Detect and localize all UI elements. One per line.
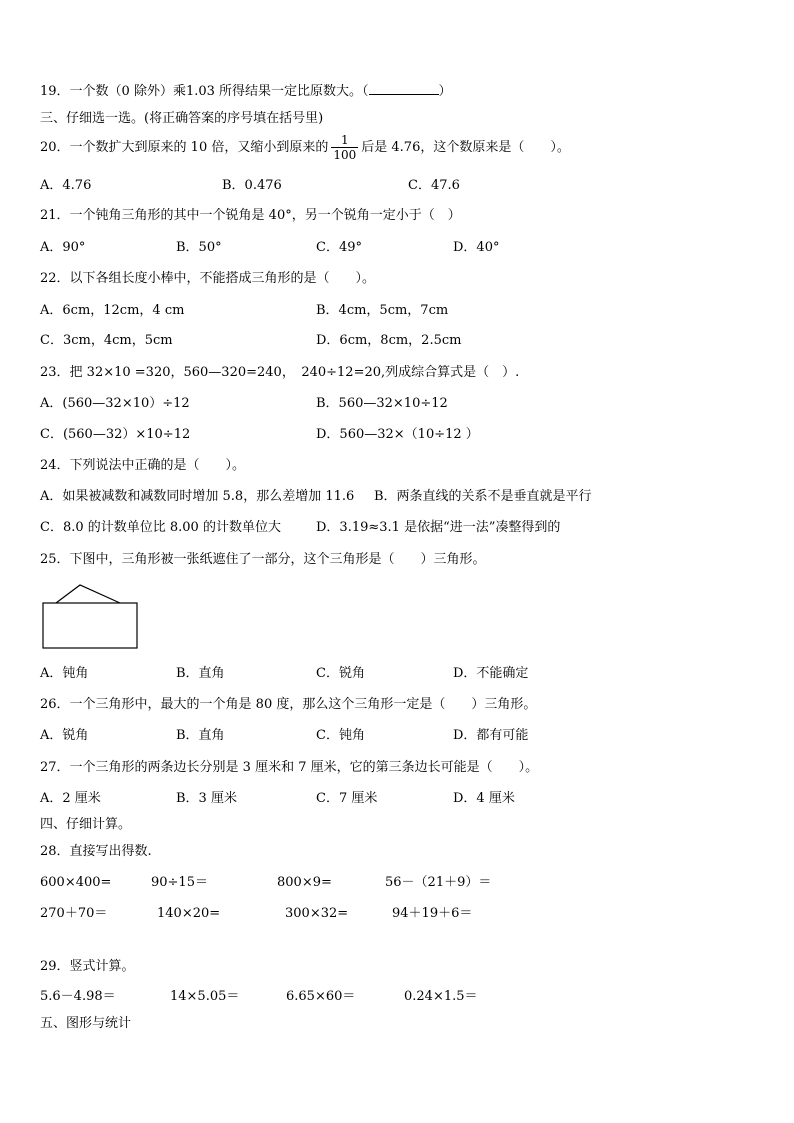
- calc-item: 600×400=: [40, 875, 112, 890]
- option-a[interactable]: A．4.76: [40, 178, 92, 193]
- option-d[interactable]: D．40°: [453, 240, 500, 255]
- option-a[interactable]: A．钝角: [40, 666, 89, 681]
- calc-item: 6.65×60＝: [286, 989, 356, 1004]
- option-d[interactable]: D．都有可能: [453, 728, 529, 743]
- question-26: 26．一个三角形中，最大的一个角是 80 度，那么这个三角形一定是（ ）三角形。: [40, 697, 537, 712]
- question-24: 24．下列说法中正确的是（ ）。: [40, 458, 246, 473]
- option-b[interactable]: B．560—32×10÷12: [316, 396, 448, 411]
- option-b[interactable]: B．直角: [176, 728, 225, 743]
- calc-item: 94＋19＋6＝: [392, 906, 473, 921]
- option-c[interactable]: C．8.0 的计数单位比 8.00 的计数单位大: [40, 520, 281, 535]
- fraction: $\frac{1}{100}$: [333, 133, 357, 162]
- question-28: 28．直接写出得数.: [40, 844, 152, 859]
- section-heading-4: 四、仔细计算。: [40, 817, 132, 832]
- calc-item: 0.24×1.5＝: [404, 989, 478, 1004]
- calc-item: 270＋70＝: [40, 906, 108, 921]
- option-c[interactable]: C．3cm，4cm，5cm: [40, 333, 173, 348]
- question-25: 25．下图中，三角形被一张纸遮住了一部分，这个三角形是（ ）三角形。: [40, 552, 486, 567]
- option-d[interactable]: D．3.19≈3.1 是依据“进一法”凑整得到的: [316, 520, 561, 535]
- option-b[interactable]: B．50°: [176, 240, 222, 255]
- question-20: 20．一个数扩大到原来的 10 倍，又缩小到原来的 $\frac{1}{100}$ 后是 4.76，这个数原来是（ ）。: [40, 133, 570, 162]
- question-29: 29．竖式计算。: [40, 959, 135, 974]
- option-a[interactable]: A．(560—32×10）÷12: [40, 396, 190, 411]
- option-b[interactable]: B．0.476: [222, 178, 282, 193]
- option-a[interactable]: A．锐角: [40, 728, 89, 743]
- option-d[interactable]: D．不能确定: [453, 666, 529, 681]
- triangle-visible-edges: [56, 585, 120, 603]
- option-d[interactable]: D．6cm，8cm，2.5cm: [316, 333, 462, 348]
- covered-triangle-figure: [40, 582, 142, 650]
- option-a[interactable]: A．6cm，12cm，4 cm: [40, 303, 185, 318]
- calc-item: 140×20=: [157, 906, 221, 921]
- section-heading-5: 五、图形与统计: [40, 1016, 132, 1031]
- calc-item: 56－（21＋9）＝: [385, 875, 492, 890]
- option-d[interactable]: D．560—32×（10÷12 ）: [316, 427, 479, 442]
- calc-item: 800×9=: [277, 875, 332, 890]
- question-21: 21．一个钝角三角形的其中一个锐角是 40°，另一个锐角一定小于（ ）: [40, 208, 461, 223]
- option-c[interactable]: C．钝角: [316, 728, 365, 743]
- option-b[interactable]: B．两条直线的关系不是垂直就是平行: [374, 489, 592, 504]
- covering-paper: [43, 603, 137, 648]
- option-c[interactable]: C．(560—32）×10÷12: [40, 427, 191, 442]
- question-27: 27．一个三角形的两条边长分别是 3 厘米和 7 厘米，它的第三条边长可能是（ ）。: [40, 760, 539, 775]
- question-19: 19．一个数（0 除外）乘1.03 所得结果一定比原数大。（ ）: [40, 84, 452, 99]
- option-c[interactable]: C．49°: [316, 240, 362, 255]
- option-b[interactable]: B．4cm，5cm，7cm: [316, 303, 449, 318]
- answer-blank[interactable]: [369, 83, 439, 95]
- option-a[interactable]: A．如果被减数和减数同时增加 5.8，那么差增加 11.6: [40, 489, 355, 504]
- calc-item: 90÷15＝: [151, 875, 208, 890]
- option-c[interactable]: C．锐角: [316, 666, 365, 681]
- calc-item: 300×32=: [285, 906, 349, 921]
- question-22: 22．以下各组长度小棒中，不能搭成三角形的是（ ）。: [40, 271, 376, 286]
- calc-item: 14×5.05＝: [170, 989, 240, 1004]
- option-c[interactable]: C．47.6: [408, 178, 460, 193]
- option-b[interactable]: B．3 厘米: [176, 791, 237, 806]
- option-a[interactable]: A．90°: [40, 240, 86, 255]
- option-b[interactable]: B．直角: [176, 666, 225, 681]
- option-d[interactable]: D．4 厘米: [453, 791, 515, 806]
- option-a[interactable]: A．2 厘米: [40, 791, 101, 806]
- section-heading-3: 三、仔细选一选。(将正确答案的序号填在括号里): [40, 111, 324, 126]
- question-23: 23．把 32×10 =320，560—320=240， 240÷12=20,列成综合算式是（ ）.: [40, 365, 520, 380]
- calc-item: 5.6－4.98＝: [40, 989, 116, 1004]
- option-c[interactable]: C．7 厘米: [316, 791, 378, 806]
